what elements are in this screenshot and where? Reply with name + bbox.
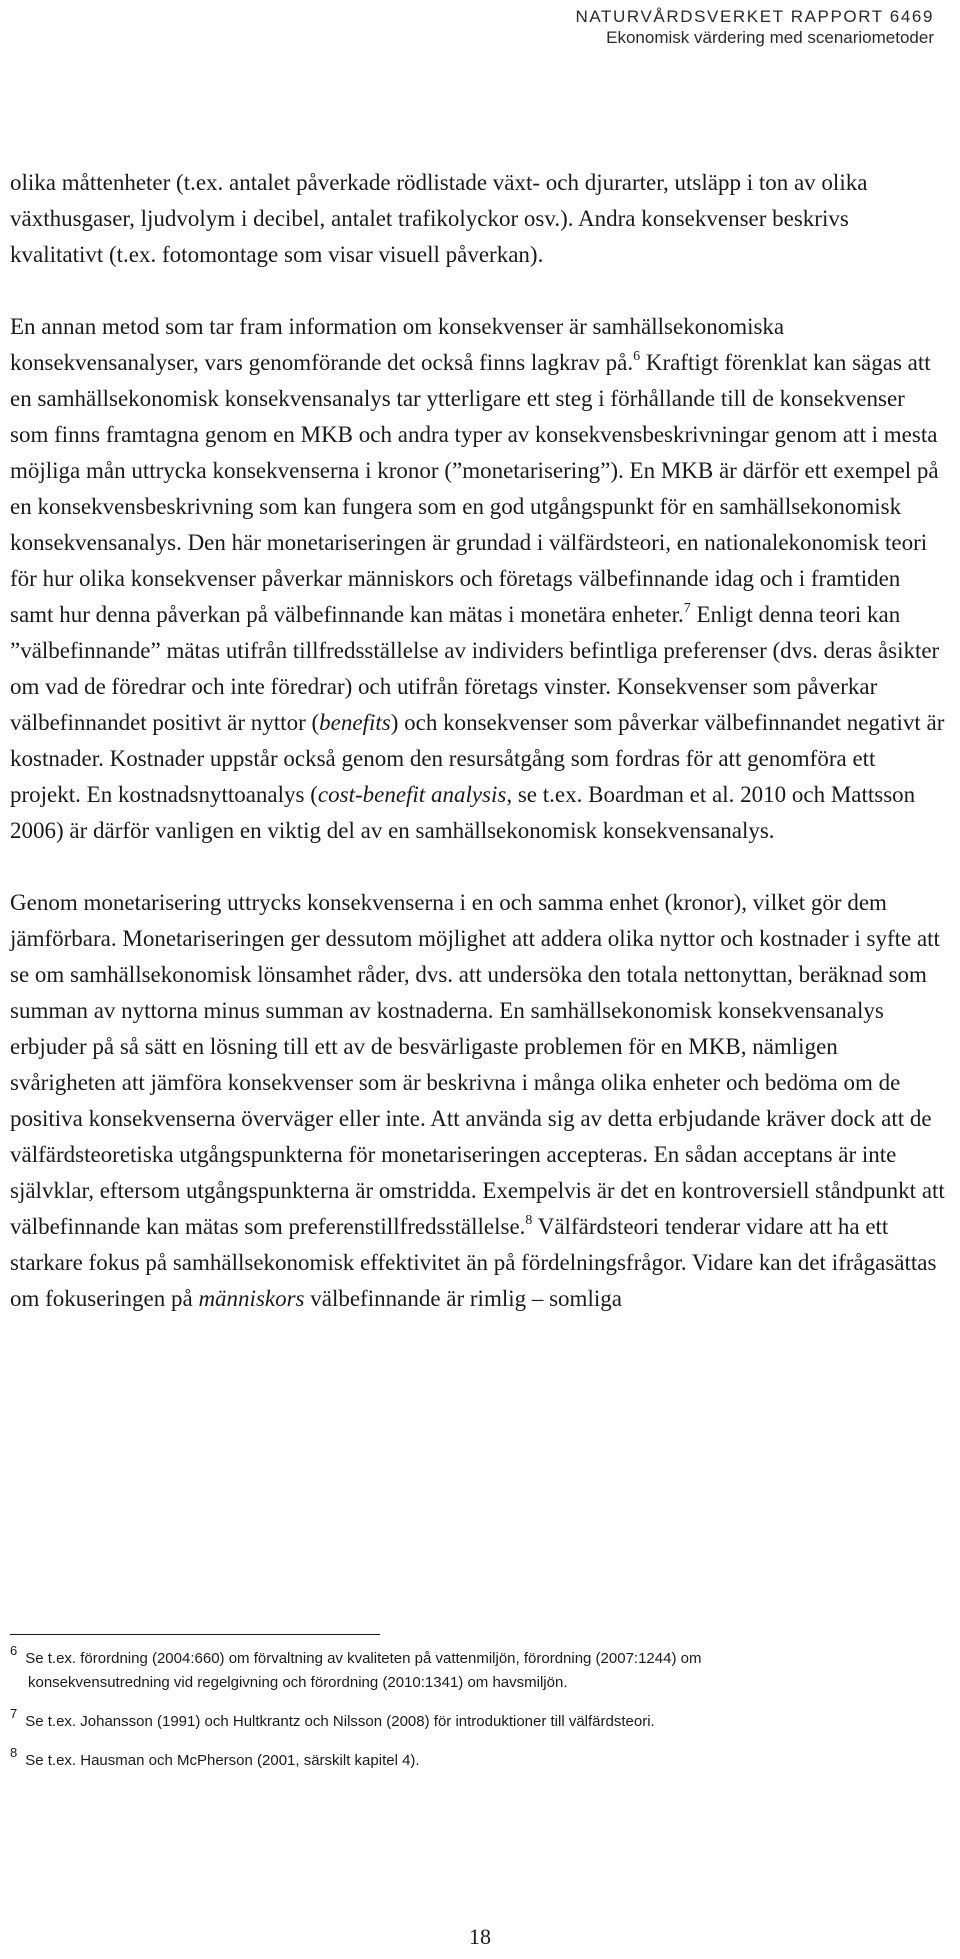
footnotes — [10, 1643, 950, 1773]
footnote-text: Se t.ex. Hausman och McPherson (2001, särskilt kapitel 4). — [25, 1752, 420, 1769]
footnote-text: Se t.ex. förordning (2004:660) om förvaltning av kvaliteten på vattenmiljön, förordning (2007:1244) om — [25, 1650, 702, 1667]
footnote-text-continued: konsekvensutredning vid regelgivning och förordning (2010:1341) om havsmiljön. — [28, 1674, 568, 1691]
paragraph-3-text-3: välbefinnande är rimlig – somliga — [304, 1286, 622, 1311]
footnote-6 — [10, 1643, 950, 1695]
footnote-ref-8[interactable]: 8 — [525, 1213, 533, 1228]
footnote-8 — [10, 1745, 950, 1773]
footnote-7 — [10, 1706, 950, 1734]
paragraph-2 — [10, 309, 946, 849]
paragraph-2-text-1: En annan metod som tar fram information om konsekvenser är samhällsekonomiska konsekvensanalyser, vars genomförande det också finns lagkrav på. — [10, 314, 785, 375]
italic-cost-benefit-analysis: cost-benefit analysis — [317, 782, 507, 807]
paragraph-2-text-4: ) och konsekvenser som påverkar välbefinnandet negativt är kostnader. Kostnader uppstår också genom den resursåtgång som fordras för att genomföra ett projekt. En kostnadsnyttoanalys ( — [10, 710, 945, 807]
paragraph-2-text-2: Kraftigt förenklat kan sägas att en samhällsekonomisk konsekvensanalys tar ytterligare ett steg i förhållande till de konsekvenser som finns framtagna genom en MKB och andra typer av konsekvensbeskrivningar genom att i mesta möjliga mån uttrycka konsekvenserna i kronor (”monetarisering”). En MKB är därför ett exempel på en konsekvensbeskrivning som kan fungera som en god utgångspunkt för en samhällsekonomisk konsekvensanalys. Den här monetariseringen är grundad i välfärdsteori, en nationalekonomisk teori för hur olika konsekvenser påverkar människors och företags välbefinnande idag och i framtiden samt hur denna påverkan på välbefinnande kan mätas i monetära enheter. — [10, 350, 939, 627]
footnote-ref-6[interactable]: 6 — [633, 349, 641, 364]
paragraph-3-text-2: Välfärdsteori tenderar vidare att ha ett starkare fokus på samhällsekonomisk effektivitet än på fördelningsfrågor. Vidare kan det ifrågasättas om fokuseringen på — [10, 1214, 937, 1311]
paragraph-3 — [10, 885, 946, 1317]
running-header — [576, 6, 935, 49]
italic-manniskors: människors — [198, 1286, 305, 1311]
report-title: NATURVÅRDSVERKET RAPPORT 6469 — [575, 7, 934, 26]
body-text — [10, 165, 946, 1317]
report-subtitle: Ekonomisk värdering med scenariometoder — [606, 28, 934, 47]
paragraph-2-text-5: , se t.ex. Boardman et al. 2010 och Mattsson 2006) är därför vanligen en viktig del av en samhällsekonomisk konsekvensanalys. — [10, 782, 916, 843]
footnote-ref-7[interactable]: 7 — [683, 601, 691, 616]
footnote-number: 7 — [10, 1706, 18, 1721]
footnote-text: Se t.ex. Johansson (1991) och Hultkrantz och Nilsson (2008) för introduktioner till välfärdsteori. — [25, 1713, 655, 1730]
footnote-number: 8 — [10, 1745, 18, 1760]
footnote-divider — [10, 1634, 380, 1635]
footnote-number: 6 — [10, 1643, 18, 1658]
italic-benefits: benefits — [319, 710, 391, 735]
paragraph-1: olika måttenheter (t.ex. antalet påverkade rödlistade växt- och djurarter, utsläpp i ton av olika växthusgaser, ljudvolym i decibel, antalet trafikolyckor osv.). Andra konsekvenser beskrivs kvalitativt (t.ex. fotomontage som visar visuell påverkan). — [10, 170, 868, 267]
page-number: 18 — [469, 1924, 491, 1949]
paragraph-2-text-3: Enligt denna teori kan ”välbefinnande” mätas utifrån tillfredsställelse av individers befintliga preferenser (dvs. deras åsikter om vad de föredrar och inte föredrar) och utifrån företags vinster. Konsekvenser som påverkar välbefinnandet positivt är nyttor ( — [10, 602, 940, 735]
paragraph-3-text-1: Genom monetarisering uttrycks konsekvenserna i en och samma enhet (kronor), vilket gör dem jämförbara. Monetariseringen ger dessutom möjlighet att addera olika nyttor och kostnader i syfte att se om samhällsekonomisk lönsamhet råder, dvs. att undersöka den totala nettonyttan, beräknad som summan av nyttorna minus summan av kostnaderna. En samhällsekonomisk konsekvensanalys erbjuder på så sätt en lösning till ett av de besvärligaste problemen för en MKB, nämligen svårigheten att jämföra konsekvenser som är beskrivna i många olika enheter och bedöma om de positiva konsekvenserna överväger eller inte. Att använda sig av detta erbjudande kräver dock att de välfärdsteoretiska utgångspunkterna för monetariseringen accepteras. En sådan acceptans är inte självklar, eftersom utgångspunkterna är omstridda. Exempelvis är det en kontroversiell ståndpunkt att välbefinnande kan mätas som preferenstillfredsställelse. — [10, 890, 945, 1239]
